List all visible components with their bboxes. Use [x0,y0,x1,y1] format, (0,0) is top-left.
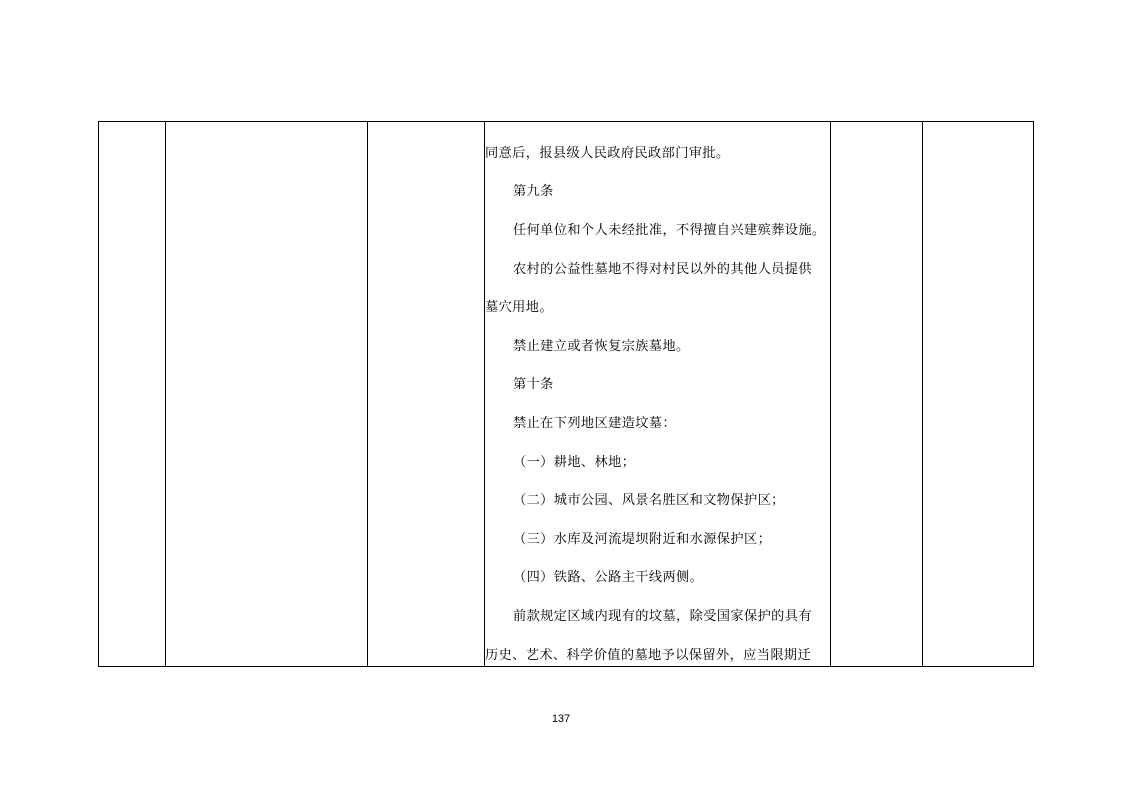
table-cell-col3 [368,122,485,667]
text-line: 历史、艺术、科学价值的墓地予以保留外，应当限期迁 [485,648,812,663]
list-item: （二）城市公园、风景名胜区和文物保护区； [513,493,785,508]
text-line: 前款规定区域内现有的坟墓，除受国家保护的具有 [513,609,812,624]
text-line: 同意后，报县级人民政府民政部门审批。 [485,146,730,161]
table-cell-col6 [923,122,1034,667]
table-cell-col2 [166,122,368,667]
table-cell-col1 [99,122,166,667]
regulation-table [98,121,1034,667]
table-cell-col5 [831,122,923,667]
text-line: 农村的公益性墓地不得对村民以外的其他人员提供 [513,262,812,277]
page-number: 137 [551,713,571,725]
text-line: 墓穴用地。 [485,300,553,315]
article-heading: 第九条 [513,184,554,199]
list-item: （四）铁路、公路主干线两侧。 [513,570,704,585]
text-line: 任何单位和个人未经批准，不得擅自兴建殡葬设施。 [513,223,826,238]
table-cell-content [485,122,831,667]
text-line: 禁止建立或者恢复宗族墓地。 [513,339,690,354]
text-line: 禁止在下列地区建造坟墓： [513,416,677,431]
list-item: （三）水库及河流堤坝附近和水源保护区； [513,532,772,547]
table-row [99,122,1034,667]
article-heading: 第十条 [513,377,554,392]
list-item: （一）耕地、林地； [513,455,636,470]
